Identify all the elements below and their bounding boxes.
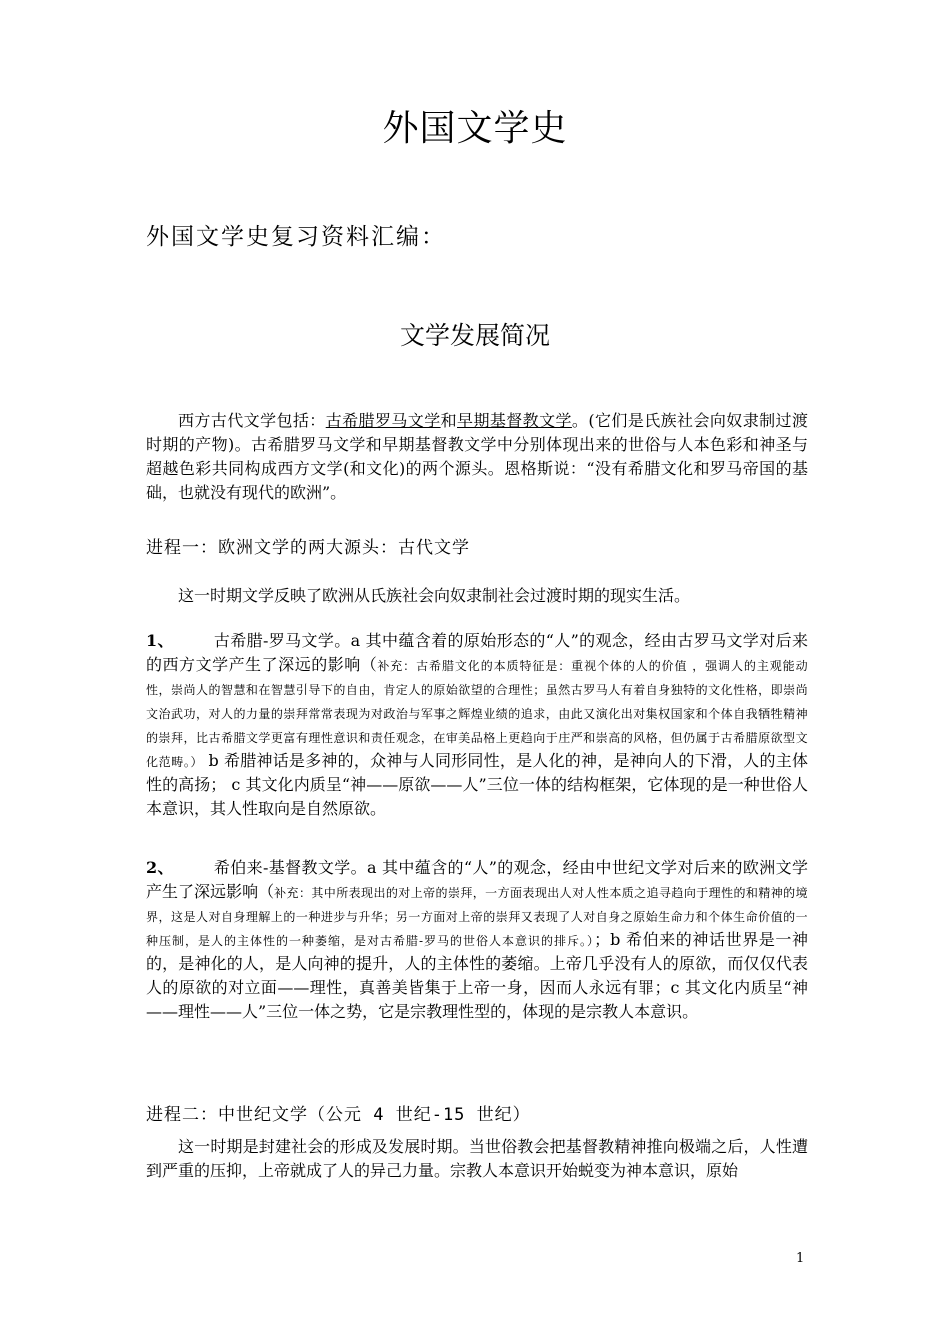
intro-and: 和 [440,411,458,430]
process2-summary: 这一时期是封建社会的形成及发展时期。当世俗教会把基督教精神推向极端之后，人性遭到严重的压抑，上帝就成了人的异己力量。宗教人本意识开始蜕变为神本意识，原始 [146,1137,808,1180]
intro-lead: 西方古代文学包括： [178,411,326,430]
item2-number: 2、 [146,858,174,877]
item2-note: 补充：其中所表现出的对上帝的崇拜，一方面表现出人对人性本质之追寻趋向于理性的和精神的境界，这是人对自身理解上的一种进步与升华；另一方面对上帝的崇拜又表现了人对自身之原始生命力和个体生命价值的一种压制，是人的主体性的一种萎缩，是对古希腊-罗马的世俗人本意识的排斥。） [146,886,808,948]
process1-item2 [146,856,808,1024]
document-subtitle: 外国文学史复习资料汇编： [146,224,446,250]
intro-rest: 。(它们是氏族社会向奴隶制过渡时期的产物)。古希腊罗马文学和早期基督教文学中分别体现出来的世俗与人本色彩和神圣与超越色彩共同构成西方文学(和文化)的两个源头。恩格斯说：“没有希腊文化和罗马帝国的基础，也就没有现代的欧洲”。 [146,411,808,502]
process2-heading: 进程二：中世纪文学（公元 4 世纪-15 世纪） [146,1105,531,1125]
process1-summary: 这一时期文学反映了欧洲从氏族社会向奴隶制社会过渡时期的现实生活。 [178,586,691,605]
item1-text-a: 古希腊-罗马文学。a 其中蕴含着的原始形态的“人”的观念，经由古罗马文学对后来的西方文学产生了深远的影响（ [146,631,808,674]
page-number: 1 [796,1251,805,1266]
document-title: 外国文学史 [382,108,568,149]
item2-text-b: ；b 希伯来的神话世界是一神的，是神化的人，是人向神的提升，人的主体性的萎缩。上帝几乎没有人的原欲，而仅仅代表人的原欲的对立面——理性，真善美皆集于上帝一身，因而人永远有罪；c 其文化内质呈“神——理性——人”三位一体之势，它是宗教理性型的，体现的是宗教人本意识。 [146,930,808,1021]
intro-paragraph [146,409,808,505]
section-title: 文学发展简况 [399,321,550,350]
item1-text-b: b 希腊神话是多神的，众神与人同形同性，是人化的神，是神向人的下滑，人的主体性的高扬； c 其文化内质呈“神——原欲——人”三位一体的结构框架，它体现的是一种世俗人本意识，其人性取向是自然原欲。 [146,751,808,818]
process1-item1 [146,629,808,821]
item1-number: 1、 [146,631,174,650]
item1-note: 补充：古希腊文化的本质特征是：重视个体的人的价值 ，强调人的主观能动性，崇尚人的智慧和在智慧引导下的自由，肯定人的原始欲望的合理性；虽然古罗马人有着自身独特的文化性格，即崇尚文治武功，对人的力量的崇拜常常表现为对政治与军事之辉煌业绩的追求，由此又演化出对集权国家和个体自我牺牲精神的崇拜，比古希腊文学更富有理性意识和责任观念，在审美品格上更趋向于庄严和崇高的风格，但仍属于古希腊原欲型文化范畴。） [146,659,808,769]
process1-heading: 进程一：欧洲文学的两大源头：古代文学 [146,538,470,558]
term-greco-roman-literature: 古希腊罗马文学 [325,411,441,430]
term-early-christian-literature: 早期基督教文学 [457,411,572,430]
item2-text-a: 希伯来-基督教文学。a 其中蕴含的“人”的观念，经由中世纪文学对后来的欧洲文学产生了深远影响（ [146,858,808,901]
